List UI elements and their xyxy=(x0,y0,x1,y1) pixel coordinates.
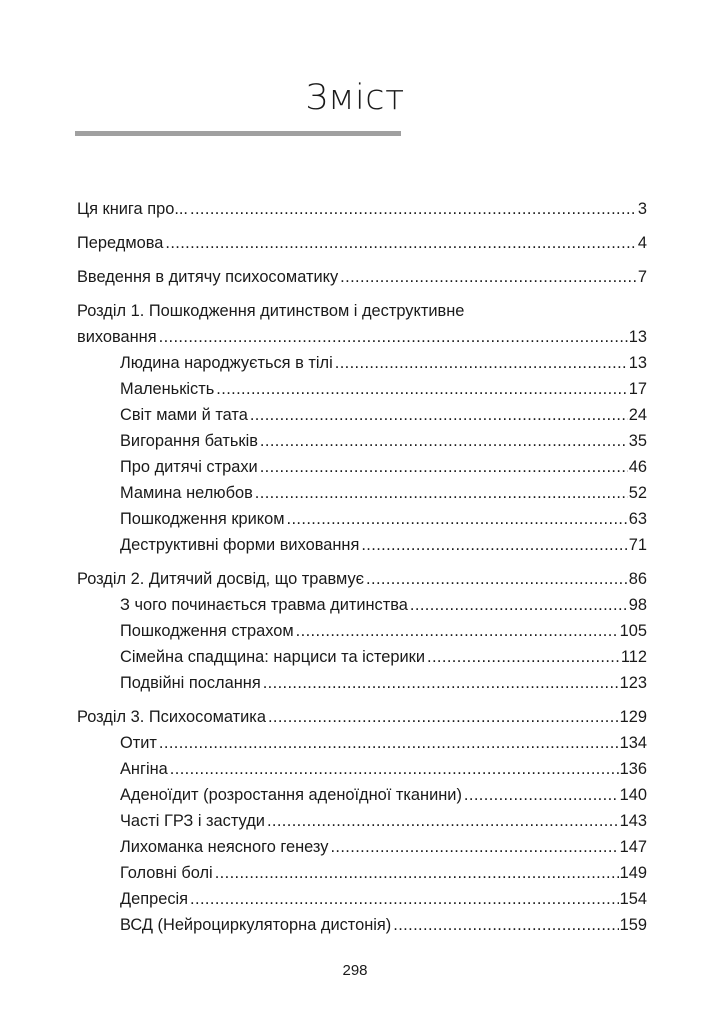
toc-entry-label: Лихоманка неясного генезу xyxy=(120,838,329,856)
toc-subentry xyxy=(77,730,647,756)
toc-entry-label: Світ мами й тата xyxy=(120,406,248,424)
toc-entry xyxy=(77,704,647,730)
dot-leader xyxy=(267,808,619,834)
toc-subentry xyxy=(77,670,647,696)
dot-leader xyxy=(260,428,628,454)
dot-leader xyxy=(268,704,619,730)
dot-leader xyxy=(361,532,627,558)
toc-entry-label: Маленькість xyxy=(120,380,215,398)
toc-entry-label: Ангіна xyxy=(120,760,168,778)
toc-entry-label: Пошкодження страхом xyxy=(120,622,294,640)
dot-leader xyxy=(215,860,619,886)
dot-leader xyxy=(393,912,618,938)
toc-entry-page: 143 xyxy=(619,812,647,830)
toc-subentry xyxy=(77,886,647,912)
toc-entry-label: Депресія xyxy=(120,890,189,908)
toc-subentry xyxy=(77,506,647,532)
toc-entry xyxy=(77,196,647,222)
toc-entry-page: 140 xyxy=(619,786,647,804)
toc-entry-page: 134 xyxy=(619,734,647,752)
dot-leader xyxy=(287,506,628,532)
dot-leader xyxy=(159,324,628,350)
toc-entry-page: 3 xyxy=(637,200,647,218)
toc-chapter-heading: Розділ 1. Пошкодження дитинством і деструктивне xyxy=(77,302,465,320)
toc-subentry xyxy=(77,592,647,618)
toc-entry-page: 136 xyxy=(619,760,647,778)
toc-entry-label: Передмова xyxy=(77,234,164,252)
toc-entry-page: 98 xyxy=(628,596,647,614)
toc-entry-page: 147 xyxy=(619,838,647,856)
dot-leader xyxy=(366,566,628,592)
toc-entry-page: 123 xyxy=(619,674,647,692)
dot-leader xyxy=(263,670,619,696)
toc-entry-page: 24 xyxy=(628,406,647,424)
toc-subentry xyxy=(77,350,647,376)
toc-entry-page: 7 xyxy=(637,268,647,286)
page-number: 298 xyxy=(342,962,368,979)
title-underline xyxy=(75,131,401,136)
toc-entry-page: 63 xyxy=(628,510,647,528)
toc-subentry xyxy=(77,756,647,782)
toc-entry xyxy=(77,230,647,256)
toc-entry-label: Людина народжується в тілі xyxy=(120,354,333,372)
dot-leader xyxy=(427,644,620,670)
toc-entry-page: 13 xyxy=(628,354,647,372)
toc-entry-page: 52 xyxy=(628,484,647,502)
toc-subentry xyxy=(77,454,647,480)
toc-entry-page: 112 xyxy=(620,648,647,666)
toc-entry-page: 4 xyxy=(637,234,647,252)
toc-entry-label: Подвійні послання xyxy=(120,674,261,692)
toc-entry xyxy=(77,264,647,290)
toc-subentry xyxy=(77,480,647,506)
toc-subentry xyxy=(77,860,647,886)
toc-entry-page: 129 xyxy=(619,708,647,726)
toc-subentry xyxy=(77,428,647,454)
toc-entry-label: виховання xyxy=(77,328,157,346)
toc-subentry xyxy=(77,808,647,834)
dot-leader xyxy=(250,402,628,428)
toc-entry-label: Сімейна спадщина: нарциси та істерики xyxy=(120,648,426,666)
page-title: Зміст xyxy=(305,78,405,118)
toc-entry-label: Вигорання батьків xyxy=(120,432,258,450)
toc-entry-page: 17 xyxy=(628,380,647,398)
toc-subentry xyxy=(77,644,647,670)
toc-entry xyxy=(77,324,647,350)
toc-subentry xyxy=(77,532,647,558)
dot-leader xyxy=(159,730,619,756)
dot-leader xyxy=(335,350,628,376)
toc-entry-label: З чого починається травма дитинства xyxy=(120,596,408,614)
dot-leader xyxy=(260,454,628,480)
toc-entry-label: Пошкодження криком xyxy=(120,510,285,528)
dot-leader xyxy=(410,592,628,618)
toc-entry-page: 71 xyxy=(628,536,647,554)
dot-leader xyxy=(190,196,637,222)
dot-leader xyxy=(464,782,619,808)
dot-leader xyxy=(190,886,619,912)
toc-entry-page: 35 xyxy=(628,432,647,450)
toc-entry-label: Розділ 2. Дитячий досвід, що травмує xyxy=(77,570,365,588)
dot-leader xyxy=(170,756,619,782)
table-of-contents xyxy=(77,196,647,938)
toc-entry-label: Про дитячі страхи xyxy=(120,458,258,476)
toc-entry-page: 13 xyxy=(628,328,647,346)
toc-entry-label: Часті ГРЗ і застуди xyxy=(120,812,265,830)
toc-entry-label: Отит xyxy=(120,734,157,752)
toc-entry-page: 159 xyxy=(619,916,647,934)
dot-leader xyxy=(165,230,637,256)
toc-subentry xyxy=(77,782,647,808)
toc-entry-page: 46 xyxy=(628,458,647,476)
dot-leader xyxy=(330,834,618,860)
toc-entry-label: Головні болі xyxy=(120,864,213,882)
toc-entry-label: ВСД (Нейроциркуляторна дистонія) xyxy=(120,916,392,934)
toc-subentry xyxy=(77,834,647,860)
toc-subentry xyxy=(77,402,647,428)
toc-entry xyxy=(77,566,647,592)
toc-entry-page: 86 xyxy=(628,570,647,588)
dot-leader xyxy=(216,376,627,402)
toc-entry-page: 105 xyxy=(619,622,647,640)
toc-entry-label: Ця книга про... xyxy=(77,200,188,218)
toc-entry-label: Мамина нелюбов xyxy=(120,484,253,502)
toc-entry-label: Деструктивні форми виховання xyxy=(120,536,360,554)
dot-leader xyxy=(255,480,628,506)
dot-leader xyxy=(340,264,637,290)
toc-entry-label: Введення в дитячу психосоматику xyxy=(77,268,339,286)
toc-entry-page: 154 xyxy=(619,890,647,908)
toc-entry-label: Розділ 3. Психосоматика xyxy=(77,708,266,726)
toc-entry-label: Аденоїдит (розростання аденоїдної тканини) xyxy=(120,786,462,804)
toc-subentry xyxy=(77,376,647,402)
toc-subentry xyxy=(77,912,647,938)
toc-entry-page: 149 xyxy=(619,864,647,882)
toc-subentry xyxy=(77,618,647,644)
dot-leader xyxy=(296,618,619,644)
